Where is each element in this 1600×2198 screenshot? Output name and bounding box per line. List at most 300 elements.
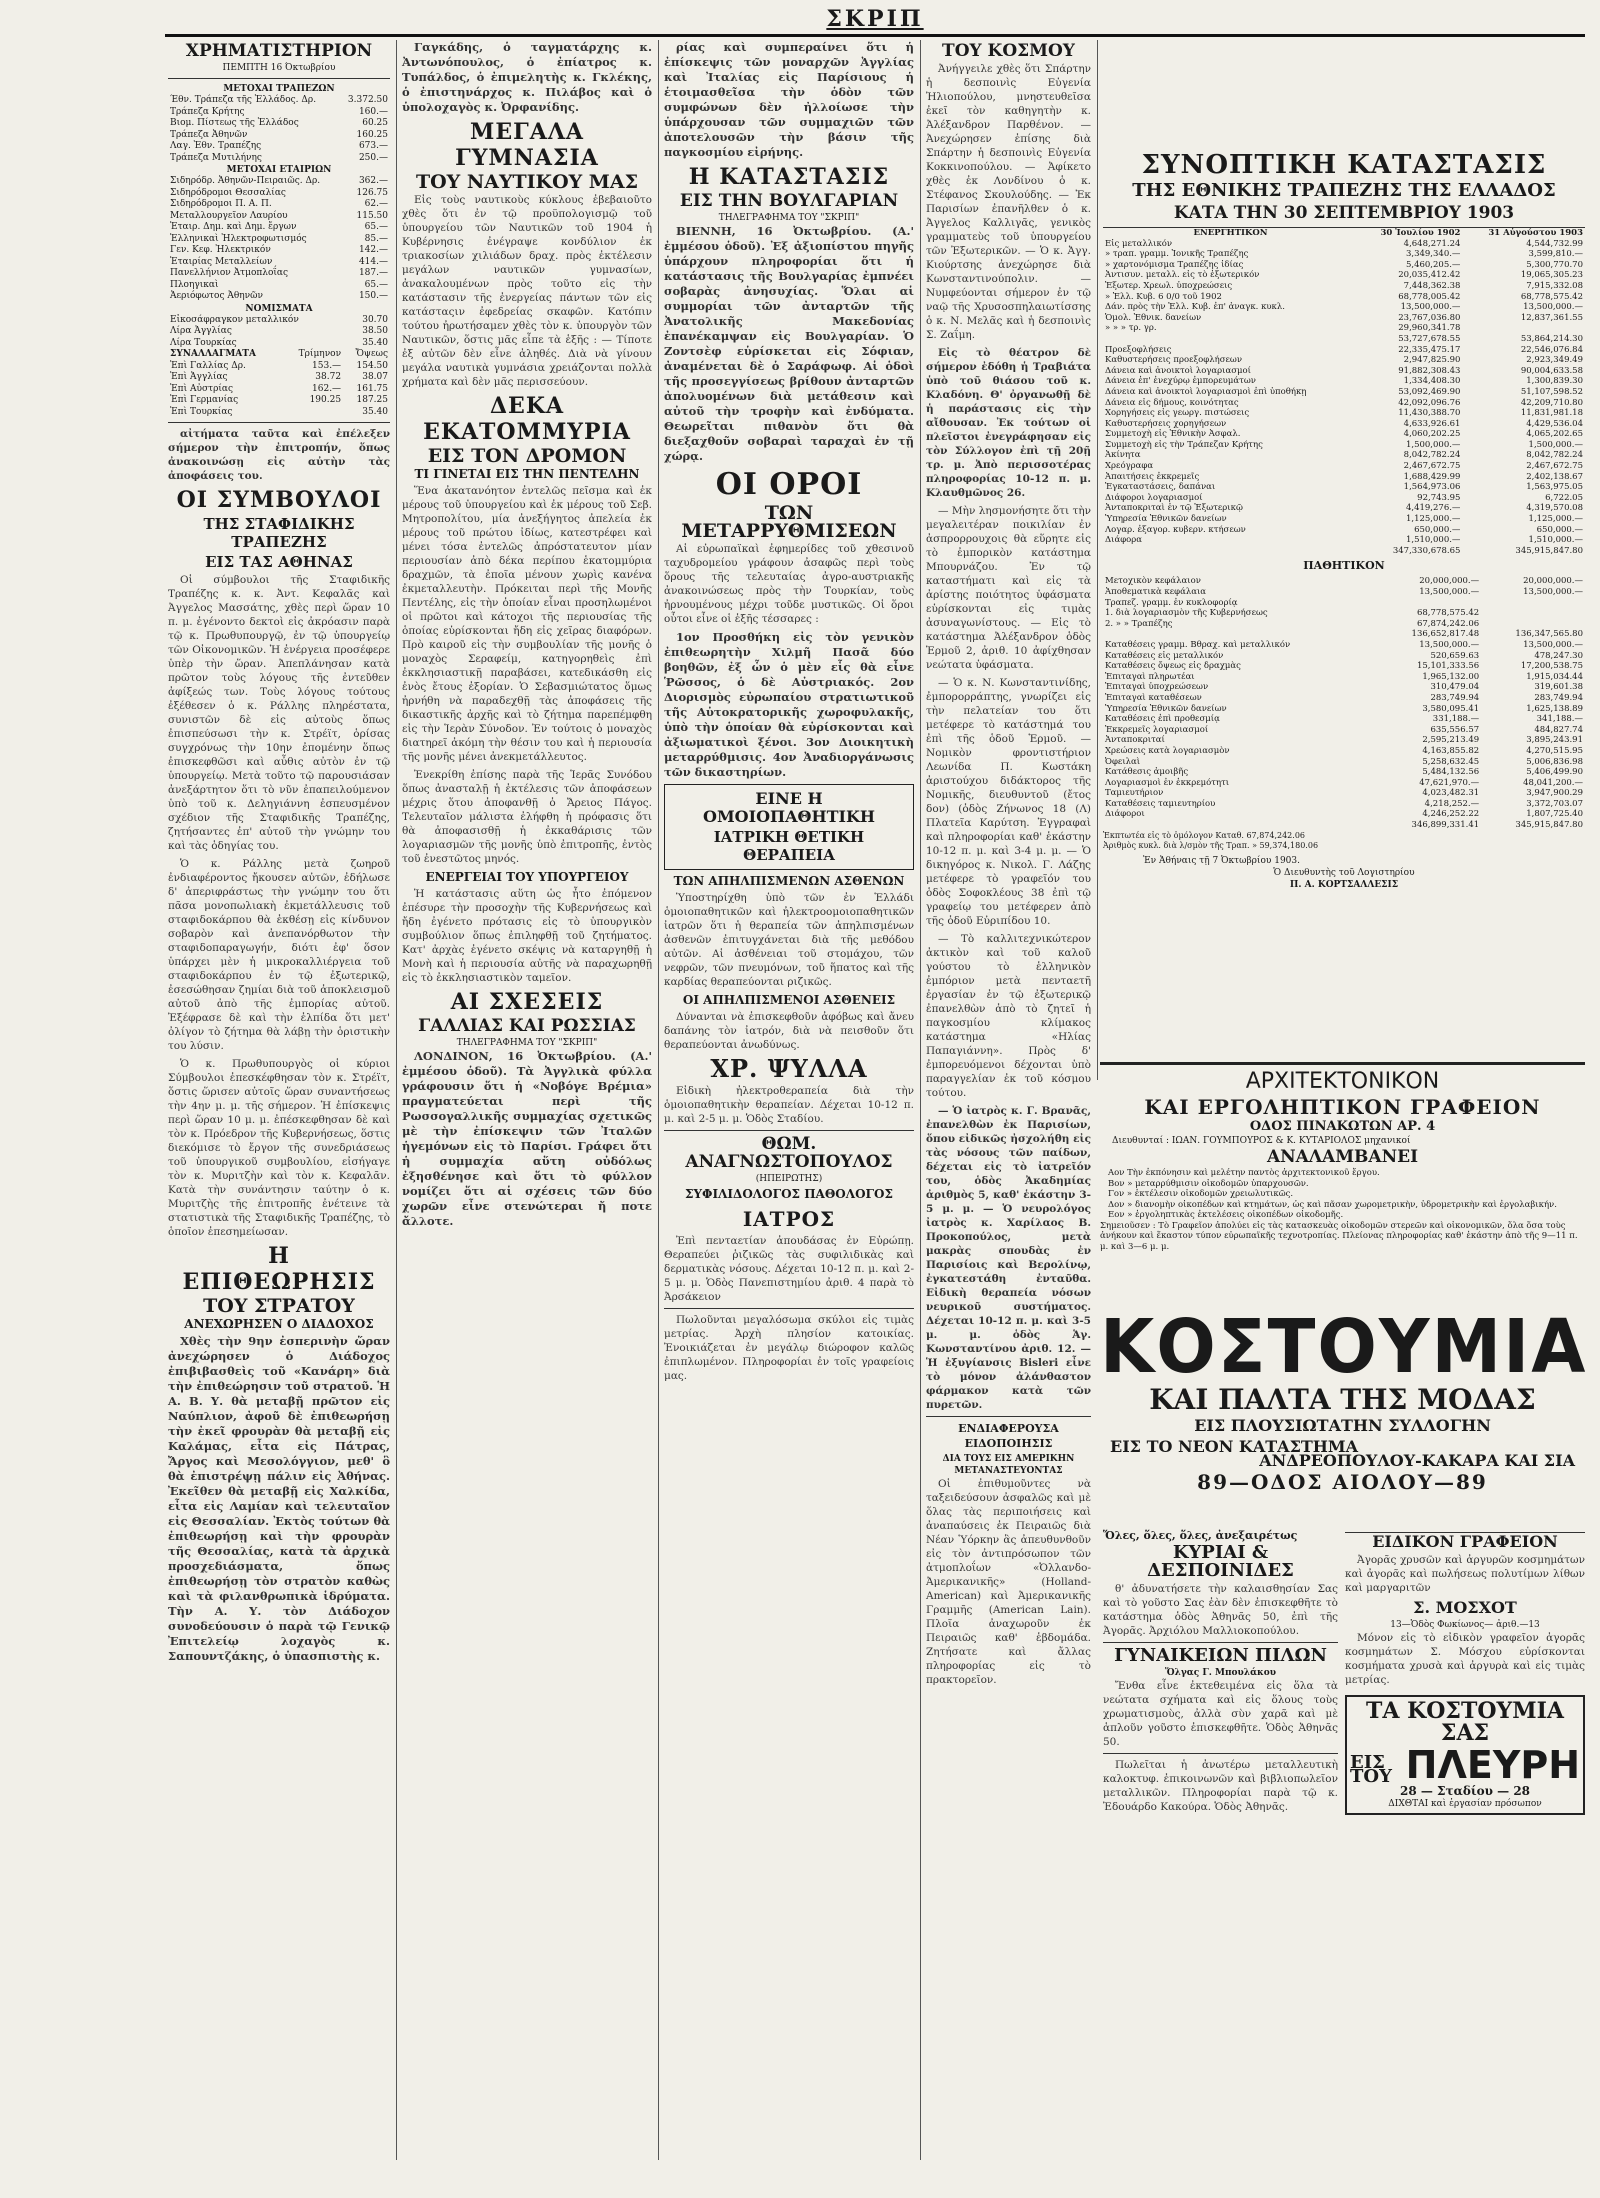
architect-title: ΑΡΧΙΤΕΚΤΟΝΙΚΟΝ (1245, 1069, 1440, 1094)
liability-row-name: Ὑπηρεσία Ἐθνικῶν δανείων (1105, 703, 1227, 714)
liabilities-table (1103, 576, 1585, 830)
company-row (168, 234, 390, 246)
liability-row-b: 319,601.38 (1534, 682, 1583, 693)
company-row-value: 62.— (364, 199, 388, 209)
exchange-row-name: Ἐπὶ Ἀγγλίας (170, 372, 228, 382)
liability-row-name: Ἐπιταγαὶ πληρωτέαι (1105, 671, 1195, 682)
asset-row (1103, 249, 1585, 260)
liability-row-b: 1,625,138.89 (1526, 703, 1583, 714)
asset-row-b: 42,209,710.80 (1520, 397, 1583, 408)
costume-ad-address: 89—ΟΔΟΣ ΑΙΟΛΟΥ—89 (1197, 1470, 1488, 1494)
article-body: Εἰς τοὺς ναυτικοὺς κύκλους ἐβεβαιοῦτο χθὲς ὅτι ἐν τῷ προϋπολογισμῷ τοῦ ὑπουργείου τῶν Ναυτικῶν τοῦ 1904 ἡ Κυβέρνησις ἐνέγραψε κονδύλιον ἐκ τριακοσίων χιλιάδων δραχ. πρὸς ἐκτέλεσιν μεγάλων ναυτικῶν γυμνασίων, ἀνακαλουμένων πρὸς τοῦτο εἰς τὴν κατάστασιν τῆς ἐνεργείας πάντων τῶν εἰς κατάσταςιν ἐφεδρείας σκαφῶν. Κατόπιν τούτου ἠρωτήσαμεν χθὲς τὸν κ. ὑπουργὸν τῶν Ναυτικῶν, ὅστις μᾶς εἶπε τὰ ἑξῆς : — Τίποτε ἐξ αὐτῶν δὲν εἶνε ἀληθές. Διὰ νὰ γίνουν μεγάλα ναυτικὰ γυμνάσια χρειάζονται πολλὰ χρήματα καὶ δὲν μᾶς περισσεύουν. (402, 194, 652, 388)
liability-row-name: Διάφοροι (1105, 809, 1145, 820)
asset-row-name: Ἐγκαταστάσεις, δαπάναι (1105, 482, 1216, 493)
coin-row (168, 338, 390, 350)
liability-row-b: 4,270,515.95 (1526, 745, 1583, 756)
jewelry-ad-title: ΕΙΔΙΚΟΝ ΓΡΑΦΕΙΟΝ (1345, 1532, 1585, 1551)
article-headline: ΜΕΓΑΛΑ ΓΥΜΝΑΣΙΑ (455, 119, 599, 171)
liability-row (1103, 661, 1585, 672)
liability-row-a: 5,484,132.56 (1422, 767, 1480, 778)
tailor-ad-prefix: ΕΙΣ ΤΟΥ (1350, 1752, 1392, 1787)
architect-service-item: Δον » διανομὴν οἰκοπέδων καὶ κτημάτων, ὡς καὶ πᾶσαν χωρομετρικὴν, ὑδρομετρικὴν καὶ ἐργολαβικήν. (1108, 1199, 1557, 1210)
coin-row-name: Λίρα Ἀγγλίας (170, 326, 232, 336)
asset-row-b: 51,107,598.52 (1520, 386, 1583, 397)
doctor-ad-text: Ἐπὶ πενταετίαν ἀπουδάσας ἐν Εὐρώπῃ. Θεραπεύει ῥιζικῶς τὰς συφιλιδικὰς καὶ δερματικὰς νόσους. Δέχεται 10-12 π. μ. καὶ 2-5 μ. μ. Ὁδὸς Πανεπιστημίου ἀριθ. 4 παρὰ τὸ Ἀρσάκειον (664, 1235, 914, 1303)
asset-row-name: Δάνεια καὶ ἀνοικτοὶ λογαριασμοί (1105, 365, 1252, 376)
architect-address: ΟΔΟΣ ΠΙΝΑΚΩΤΩΝ ΑΡ. 4 (1249, 1119, 1436, 1134)
doctor-ad-origin: (ΗΠΕΙΡΩΤΗΣ) (755, 1174, 823, 1184)
asset-row-b: 4,544,732.99 (1526, 238, 1583, 249)
asset-row-name: Συμμετοχὴ εἰς Ἐθνικὴν Ἀσφαλ. (1105, 429, 1241, 440)
asset-row (1103, 345, 1585, 356)
bank-row-name: Τράπεζα Κρήτης (170, 106, 245, 117)
costume-ad-title: ΚΟΣΤΟΥΜΙΑ (1100, 1303, 1588, 1391)
company-row-name: Σιδηρόδρομοι Π. Α. Π. (170, 199, 272, 209)
article-body: Ἕνα ἀκατανόητον ἐντελῶς πεῖσμα καὶ ἐκ μέρους τοῦ ὑπουργείου καὶ ἐκ μέρους τοῦ Σεβ. Μητροπολίτου, μία ἀνεξήγητος ἀπελεία ἐκ μέρους τοῦ πρώτου ἰδίως, κατεστρέφει καὶ μένει τόσα ἐντελῶς ἀπρόστατευτον μίαν περιουσίαν ἀπὸ δέκα περίπου ἑκατομμύρια δραχμῶν, τὰ ἐποῖα μένουν χωρὶς κανένα ἐκμεταλλευτὴν. Πρόκειται περὶ τῆς Μονῆς Πεντέλης, εἰς τὴν ὁποίαν εἶναι προσηλωμένοι οἱ πρῶτοι καὶ κάτοχοι τῆς περιουσίας τῆς ὁποίας εὑρίσκονται ἤδη εἰς χεῖρας διαφόρων. Πρὸ καιροῦ εἰς τὴν συμβουλίαν τῆς μονῆς ὁ μοναχὸς Σεραφείμ, κατηγορηθεὶς ἐπὶ ἐκκλησιαστικῇ παραβάσει, κατεδικάσθη εἰς ἐνὸς ἔτους ἐξορίαν. Ὁ Σεβασμιώτατος ὅμως ἠρνήθη νὰ παραδεχθῇ τὰς ἀποφάσεις τῆς δικαστικῆς ἀρχῆς καὶ τὸ ζήτημα παρεπέμφθη εἰς τὴν Ἱερὰν Σύνοδον. Ἐν τούτοις ὁ μοναχὸς διατηρεῖ ἀκόμη τὴν θέσιν του καὶ ἡ περιουσία τῆς μονῆς μένει ἀνεκμετάλλευτος. (402, 485, 652, 763)
asset-row-b: 4,065,202.65 (1526, 429, 1583, 440)
column-4 (926, 40, 1091, 2170)
liability-row (1103, 735, 1585, 746)
asset-row-name: Διάφορα (1105, 535, 1143, 546)
company-row (168, 176, 390, 188)
asset-row (1103, 270, 1585, 281)
asset-row (1103, 260, 1585, 271)
asset-row (1103, 355, 1585, 366)
asset-row-a: 650,000.— (1414, 524, 1461, 535)
asset-row-a: 4,419,276.— (1405, 503, 1461, 514)
liability-row-a: 2,595,213.49 (1422, 735, 1480, 746)
statement-note: Ἐκπτωτέα εἰς τὸ ὁμόλογον Καταθ. 67,874,242.06 (1103, 830, 1305, 840)
liability-row-name: Ἐπιταγαὶ ὑποχρεώσεων (1105, 682, 1209, 693)
liability-row-b: 5,406,499.90 (1526, 767, 1583, 778)
article-headline: ΟΙ ΣΥΜΒΟΥΛΟΙ (176, 487, 382, 513)
bank-row (168, 130, 390, 142)
doctor-ad-name: ΧΡ. ΨΥΛΛΑ (710, 1054, 868, 1083)
liability-row-b: 48,041,200.— (1523, 777, 1583, 788)
liability-row (1103, 651, 1585, 662)
company-row-value: 65.— (364, 279, 388, 290)
asset-row-name: Ὁμολ. Ἐθνικ. δανείων (1105, 312, 1202, 323)
asset-row-name: Χρεόγραφα (1105, 461, 1154, 472)
company-row (168, 199, 390, 211)
exchange-row-a: 153.— (312, 360, 342, 371)
asset-row (1103, 440, 1585, 451)
liability-row (1103, 746, 1585, 757)
architect-service-item: Αον Τὴν ἐκπόνησιν καὶ μελέτην παντὸς ἀρχιτεκτονικοῦ ἔργου. (1108, 1168, 1380, 1178)
asset-row-name: Προεξοφλήσεις (1105, 344, 1172, 355)
liability-row-a: 1,965,132.00 (1422, 671, 1480, 682)
article-body: Ἀνήγγειλε χθὲς ὅτι Σπάρτην ἡ δεσποινὶς Εὐγενία Ἠλιοπούλου, μνηστευθεῖσα ἐκεῖ τὸν καθηγητὴν κ. Ἀλέξανδρον Παρθένον. — Ἀνεχώρησεν ἐπίσης διὰ Σπάρτην ἡ δεσποινὶς Εὐγενία Κοκκινοπούλου. — Ἀφίκετο χθὲς ἐκ Λονδίνου ὁ κ. Στέφανος Σκουλούδης. — Ἐκ Παρισίων ἐπανῆλθεν ὁ κ. Ἀγγελος Καλλιγᾶς, γενικὸς γραμματεὺς τοῦ ὑπουργείου τῶν Ἐξωτερικῶν. — Ὁ κ. Ἀγγ. Κιούρτσης ἀνεχώρησε διὰ Κωνσταντινούπολιν. — Νυμφεύονται σήμερον ἐν τῷ ναῷ τῆς Χρυσοσπηλαιωτίσσης ὁ κ. Ν. Μελᾶς καὶ ἡ δεσποινὶς Σ. Ζαΐμη. (926, 63, 1091, 341)
asset-row-name: Διάφοροι λογαριασμοί (1105, 492, 1203, 503)
ad-subheadline: ΔΙΑ ΤΟΥΣ ΕΙΣ ΑΜΕΡΙΚΗΝ ΜΕΤΑΝΑΣΤΕΥΟΝΤΑΣ (942, 1454, 1075, 1476)
jewelry-ad-text: Ἀγορᾶς χρυσῶν καὶ ἀργυρῶν κοσμημάτων καὶ ἀγορᾶς καὶ πωλήσεως πολυτίμων λίθων καὶ μαργαριτῶν (1345, 1554, 1585, 1594)
asset-row (1103, 313, 1585, 324)
asset-row (1103, 429, 1585, 440)
exchange-row (168, 372, 390, 384)
exchange-col-header: Τρίμηνον (298, 349, 342, 359)
asset-row-b: 345,915,847.80 (1515, 545, 1583, 556)
asset-row (1103, 525, 1585, 536)
architect-directors: Διευθυνταί : ΙΩΑΝ. ΓΟΥΜΠΟΥΡΟΣ & Κ. ΚΥΤΑΡΙΟΛΟΣ μηχανικοί (1112, 1136, 1411, 1146)
article-subheadline: ΑΝΕΧΩΡΗΣΕΝ Ο ΔΙΑΔΟΧΟΣ (184, 1317, 374, 1331)
liability-row-name: 1. διὰ λογαριασμὸν τῆς Κυβερνήσεως (1105, 608, 1268, 619)
asset-row (1103, 419, 1585, 430)
statement-note: Ἀριθμὸς κυκλ. διὰ λ/σμὸν τῆς Τραπ. » 59,374,180.06 (1103, 840, 1319, 850)
asset-row-name: Ἀκίνητα (1105, 450, 1141, 461)
architect-services-heading: ΑΝΑΛΑΜΒΑΝΕΙ (1266, 1147, 1419, 1167)
liability-row (1103, 778, 1585, 789)
liability-row-name: Καταθέσεις γραμμ. Βθραχ. καὶ μεταλλικόν (1105, 639, 1291, 650)
asset-row-a: 4,060,202.25 (1403, 429, 1461, 440)
exchange-row-name: Ἐπὶ Αὐστρίας (170, 383, 234, 394)
coin-row-value: 35.40 (362, 337, 388, 348)
article-body: Γαγκάδης, ὁ ταγματάρχης κ. Ἀντωνόπουλος, ὁ ἐπίατρος κ. Τυπάλδος, ὁ ἐπιμελητὴς κ. Γκλέκης, ὁ ἐπιστηνάρχος κ. Πιλάβος καὶ ὁ ὑπολοχαγὸς κ. Ὀρφανίδης. (402, 40, 652, 114)
asset-row-a: 53,727,678.55 (1398, 333, 1461, 344)
liability-row-a: 283,749.94 (1430, 692, 1480, 703)
bank-row (168, 141, 390, 153)
column-separator (658, 40, 659, 2160)
article-subheadline: ΤΟΥ ΝΑΥΤΙΚΟΥ ΜΑΣ (415, 171, 639, 193)
asset-row-name: Δάνεια εἰς δήμους, κοινότητας (1105, 397, 1239, 408)
liability-row-name: Καταθέσεις ταμιευτηρίου (1105, 798, 1216, 809)
article-headline: ΤΟΥ ΚΟΣΜΟΥ (942, 41, 1075, 61)
jewelry-ad-address: 13—Ὁδὸς Φωκίωνος— ἀριθ.—13 (1390, 1620, 1540, 1630)
asset-row-b: 2,402,138.67 (1526, 471, 1583, 482)
asset-row-a: 7,448,362.38 (1403, 280, 1461, 291)
liability-row (1103, 682, 1585, 693)
asset-row-a: 1,500,000.— (1405, 439, 1461, 450)
article-body: Αἱ εὐρωπαϊκαὶ ἐφημερίδες τοῦ χθεσινοῦ ταχυδρομείου γράφουν ἀσαφῶς περὶ τοὺς ὅρους τῆς τελευταίας ἀγρο-αυστριακῆς ἀνακοινώσεως πρὸς τὴν Τουρκίαν, τοὺς ἠρνουμένους μέχρι τοῦδε μυστικῶς. Οἱ ὅροι οὗτοι εἶνε οἱ ἑξῆς τέσσαρες : (664, 543, 914, 625)
asset-row-b: 4,319,570.08 (1526, 503, 1583, 514)
liability-row-a: 68,778,575.42 (1416, 608, 1480, 619)
asset-row-name: » χαρτονόμισμα Τραπέζης ἰδίας (1105, 259, 1244, 270)
company-row-value: 414.— (358, 256, 388, 267)
article-body: Ὁ κ. Ράλλης μετὰ ζωηροῦ ἐνδιαφέροντος ἤκουσεν αὐτῶν, ἐδήλωσε δ' ἀπεριφράστως τὴν γνώμην του ὅτι πᾶσα μονοπωλιακὴ ἐκμετάλλευσις τοῦ σταφιδοκάρπου θὰ ἐκθέσῃ εἰς κίνδυνον σοβαρὸν καὶ ἀνεπανόρθωτον τὴν σταφιδοπαραγωγήν, διότι ἐφ' ὅσον ὑπάρχει μὲν ἡ μικροκαλλιέργεια τοῦ σταφιδοκάρπου ἐν τῷ ἐξωτερικῷ, ἐσεσώθησαν ζημίαι διὰ τοῦ ἀποκλεισμοῦ αὐτοῦ ἀπὸ τῆς ἐμπορίας αὐτοῦ. Ἐξέφρασε δὲ καὶ τὴν ἐλπίδα ὅτι μετ' ὀλίγον τὸ ζήτημα θὰ λάβῃ τὴν ὁριστικὴν του λύσιν. (168, 858, 390, 1052)
article-subheadline: ΕΙΣ ΤΑΣ ΑΘΗΝΑΣ (205, 553, 353, 571)
companies-table (168, 176, 390, 303)
ad-headline: ΕΝΔΙΑΦΕΡΟΥΣΑ ΕΙΔΟΠΟΙΗΣΙΣ (958, 1422, 1059, 1450)
statement-date: ΚΑΤΑ ΤΗΝ 30 ΣΕΠΤΕΜΒΡΙΟΥ 1903 (1173, 203, 1515, 223)
doctor-ad-name: ΘΩΜ. ΑΝΑΓΝΩΣΤΟΠΟΥΛΟΣ (685, 1134, 893, 1172)
bank-row-value: 673.— (358, 141, 388, 151)
column-separator (1097, 40, 1098, 1080)
liability-row (1103, 799, 1585, 810)
asset-row-name: » » » τρ. γρ. (1105, 323, 1157, 334)
liability-row-b (1481, 598, 1585, 609)
liability-row-b: 345,915,847.80 (1515, 820, 1583, 831)
exchange-table (168, 349, 390, 418)
column-3 (664, 40, 914, 2170)
liability-row-b: 13,500,000.— (1523, 587, 1583, 597)
article-body: Χθὲς τὴν 9ην ἐσπερινὴν ὥραν ἀνεχώρησεν ὁ Διάδοχος ἐπιβιβασθεὶς τοῦ «Κανάρη» διὰ τὴν ἐπιθεώρησιν τοῦ στρατοῦ. Ἡ Α. Β. Υ. θὰ μεταβῇ πρῶτον εἰς Ναύπλιον, ἀφοῦ δὲ ἐπιθεωρήσῃ τὴν ἐκεῖ φρουρὰν θὰ μεταβῇ εἰς Καλάμας, εἶτα εἰς Πάτρας, Ἄργος καὶ Μεσολόγγιον, μεθ' ὃ θὰ ἐπιστρέψῃ πάλιν εἰς Ἀθήνας. Ἐκεῖθεν θὰ μεταβῇ εἰς Χαλκίδα, εἶτα εἰς Λαμίαν καὶ τελευταῖον εἰς Θεσσαλίαν. Ἐκτὸς τούτων θὰ ἐπιθεωρήσῃ καὶ τὴν φρουρὰν τῆς Θεσσαλίας, κατὰ τὰ ἀρχικὰ προσχεδιάσματα, ὅπως ἐπιθεωρήσῃ τὸν στρατὸν καθὼς καὶ τὰ φιλανθρωπικὰ ἱδρύματα. Τὴν Α. Υ. τὸν Διάδοχον συνοδεύουσιν ὁ παρὰ τῷ Γενικῷ Ἐπιτελείῳ λοχαγὸς κ. Σαπουντζάκης, ὁ ὑπασπιστὴς κ. (168, 1334, 390, 1663)
liability-row-b: 3,947,900.29 (1526, 788, 1583, 799)
asset-row-name: Λογαρ. ἐξαγορ. κυβερν. κτήσεων (1105, 524, 1246, 535)
liability-row-b: 5,006,836.98 (1526, 756, 1583, 767)
asset-row-a: 23,767,036.80 (1398, 312, 1461, 323)
tailor-ad-note: ΔΙΧΘΤΑΙ καὶ ἐργασίαν πρόσωπον (1388, 1799, 1542, 1809)
liability-row-name: Ἀποθεματικὰ κεφάλαια (1105, 587, 1207, 597)
bank-row-name: Τράπεζα Μυτιλήνης (170, 152, 262, 163)
asset-row-b: 7,915,332.08 (1526, 280, 1583, 291)
article-body: ΒΙΕΝΝΗ, 16 Ὀκτωβρίου. (Α.' ἐμμέσου ὁδοῦ). Ἐξ ἀξιοπίστου πηγῆς ὑπάρχουν πληροφορίαι ὅτι ἡ κατάστασις τῆς Βουλγαρίας ἐμπνέει σοβαρὰς ἀνησυχίας. Ὅλαι αἱ συμμορίαι τῶν ἀνταρτῶν τῆς Ἀνατολικῆς Μακεδονίας ἐπανέκαμψαν εἰς Βουλγαρίαν. Ὁ Ζοντσὲφ εὑρίσκεται εἰς Σόφιαν, ἀναμένεται δὲ ὁ Σαράφωφ. Αἱ ὁδοὶ τῆς προσεγγίσεως βρίθουν ἀνταρτῶν ἀπολυομένων διὰ μετάθεσιν καὶ αὐτοῦ τὴν τροφὴν καὶ ἐνδύματα. Θεωρεῖται πιθανὸν ὅτι θὰ διεξαχθοῦν σοβαραὶ ταραχαὶ ἐν τῇ χώρᾳ. (664, 224, 914, 463)
exchange-row-name: Ἐπὶ Γερμανίας (170, 395, 239, 405)
architect-service-item: Γον » ἐκτέλεσιν οἰκοδομῶν χρειωλυτικῶς. (1108, 1189, 1294, 1199)
asset-row-a: 4,648,271.24 (1403, 238, 1461, 249)
asset-row-a: 29,960,341.78 (1398, 323, 1461, 334)
asset-row (1103, 503, 1585, 514)
hats-ad-text: Ἔνθα εἶνε ἐκτεθειμένα εἰς ὅλα τὰ νεώτατα σχήματα καὶ εἰς ὅλους τοὺς χρωματισμοὺς, ἀλλὰ σὺν χαρᾶ καὶ μὲ ἁπλοῦν γοῦστο ἐπισκεφθῆτε. Ὁδὸς Ἀθηνᾶς 50. (1103, 1680, 1338, 1748)
doctor-ad-title: ΙΑΤΡΟΣ (742, 1207, 836, 1231)
liability-row-b: 3,895,243.91 (1526, 735, 1583, 746)
liability-row (1103, 757, 1585, 768)
liability-row (1103, 629, 1585, 640)
liability-row-name: Ἐκκρεμεῖς λογαριασμοί (1105, 724, 1209, 735)
company-row (168, 211, 390, 223)
article-body: Εἰς τὸ θέατρον δὲ σήμερον ἐδόθη ἡ Τραβιάτα ὑπὸ τοῦ θιάσου τοῦ κ. Κλαδόνη. Θ' ὀργανωθῇ δὲ ἡ παράστασις εἰς τὴν αἴθουσαν. Ἐκ τούτων οἱ πλεῖστοι ἐνεγράφησαν εἰς τὸν Σύλλογον ἐπὶ τῇ 20ῇ τρ. μ. Ἀπὸ περισσοτέρας πληροφορίας 10-12 π. μ. Κλαυθμῶνος 26. (926, 347, 1091, 499)
asset-row-name: Χορηγήσεις εἰς γεωργ. πιστώσεις (1105, 408, 1250, 419)
liability-row-a: 3,580,095.41 (1422, 703, 1480, 714)
bank-row (168, 153, 390, 165)
liability-row-name: Ἀνταποκριταί (1105, 735, 1165, 746)
asset-row-a: 1,125,000.— (1405, 514, 1461, 525)
article-body: ρίας καὶ συμπεραίνει ὅτι ἡ ἐπίσκεψις τῶν μοναρχῶν Ἀγγλίας καὶ Ἰταλίας εἰς Παρίσιους ἡ ἑτοιμασθεῖσα τὴν ὁδὸν τῶν συμφώνων δὲν ἠλλοίωσε τὴν ὑπάρχουσαν τῶν συμμαχιῶν τῶν ἀποτελουσῶν τὴν βάσιν τῆς παγκοσμίου εἰρήνης. (664, 40, 914, 159)
company-row-name: Πλοηγικαὶ (170, 279, 219, 290)
asset-row-b: 8,042,782.24 (1526, 450, 1583, 461)
company-row (168, 222, 390, 234)
article-headline: ΔΕΚΑ ΕΚΑΤΟΜΜΥΡΙΑ (423, 393, 631, 445)
asset-row-a: 8,042,782.24 (1403, 450, 1461, 461)
company-row-name: Ἑλληνικαὶ Ἠλεκτροφωτισμός (170, 233, 307, 244)
article-body: — Ὁ κ. Ν. Κωνσταντινίδης, ἐμπορορράπτης, γνωρίζει εἰς τὴν πελατείαν του ὅτι μετέφερε τὸ κατάστημά του ἐπὶ τῆς ὁδοῦ Ἑρμοῦ. — Νομικὸν φροντιστήριον Λεωνίδα Π. Κωστάκη ἀριστούχου διδάκτορος τῆς Νομικῆς, διευθυντοῦ (ἔτος δον) (ὁδὸς Ζήνωνος 18 (Λ) Πλατεῖα Καρύτση. Ἐγγραφαὶ καὶ πληροφορίαι καθ' ἑκάστην 10-12 π. μ. καὶ 3-4 μ. μ. — Ὁ δικηγόρος κ. Νικολ. Γ. Λάζης μετέφερε τὸ γραφεῖόν του ὁδὸς Σοφοκλέους 38 ἐπὶ τῷ γραφείῳ του μετέφερεν ἀπὸ τῆς ὁδοῦ Εὐριπίδου 10. (926, 677, 1091, 927)
hats-ad-owner: Ὅλγας Γ. Μπουλάκου (1164, 1668, 1277, 1678)
article-subheadline: ΤΙ ΓΙΝΕΤΑΙ ΕΙΣ ΤΗΝ ΠΕΝΤΕΛΗΝ (414, 467, 640, 481)
article-body: Οἱ σύμβουλοι τῆς Σταφιδικῆς Τραπέζης κ. κ. Ἀντ. Κεφαλᾶς καὶ Ἀγγελος Μασσάτης, χθὲς περὶ ὥραν 10 π. μ. ἐγένοντο δεκτοὶ εἰς ἀκρόασιν παρὰ τῷ κ. Πρωθυπουργῷ, ἐν τῷ ὑπουργείῳ τῶν Οἰκονομικῶν. Ἡ ἐνέργεια προσέφερε ὑπὲρ τὴν ὥραν. Ἀπεπλάνησαν κατὰ πρῶτον τοὺς λόγους τῆς ἐντεῦθεν ἀφίξεώς των. Τοὺς λόγους τούτους ἐξέθεσεν ὁ κ. Ράλλης πληρέστατα, συνιστῶν δὲ εἰς αὐτοὺς ὅπως ἐπισπεύσωσι τὴν κ. Στρέϊτ, ὁρίσας συγχρόνως τὴν 10ην ἐπομένην ὅπως ἐπισκεφθῶσι καὶ αὖθις αὐτὸν ἐν τῷ ὑπουργείῳ. Μετὰ τοῦτο τῷ παρουσιάσαν ἀνεξάρτητον ὅτι τὸ νῦν ἐπαπειλούμενον ὑπὸ τοῦ κ. Δεληγιάννη ἐσπευσμένον σχέδιον τῆς Σταφιδικῆς Τραπέζης, ζητήσαντες ἐπ' αὐτοῦ τὴν γνώμην του καὶ τὰς ὁδηγίας του. (168, 574, 390, 852)
liability-row-b: 1,807,725.40 (1526, 809, 1583, 820)
liability-row (1103, 608, 1585, 619)
article-body: ΛΟΝΔΙΝΟΝ, 16 Ὀκτωβρίου. (Α.' ἐμμέσου ὁδοῦ). Τὰ Ἀγγλικὰ φύλλα γράφουσιν ὅτι ἡ «Νοβόγε Βρέμια» πραγματεύεται περὶ τῆς Ρωσσογαλλικῆς συμμαχίας σχετικῶς μὲ τὴν ἐπίσκεψιν τῶν Ἰταλῶν ἡγεμόνων εἰς τὸ Παρίσι. Γράφει ὅτι ἡ συμμαχία αὕτη οὐδόλως ἐξησθένησε καὶ ὅτι τὸ φύλλον νομίζει ὅτι αἱ σχέσεις τῶν δύο χωρῶν εἶνε στενώτεραι ἤ ποτε ἄλλοτε. (402, 1049, 652, 1228)
exchange-row-a: 38.72 (315, 372, 342, 382)
asset-row-a: 1,688,429.99 (1403, 471, 1461, 482)
asset-row-a: 53,092,469.90 (1398, 386, 1461, 397)
asset-row-a: 11,430,388.70 (1398, 408, 1461, 419)
liability-row (1103, 693, 1585, 704)
bank-row-value: 3.372.50 (347, 95, 388, 105)
banks-heading: ΜΕΤΟΧΑΙ ΤΡΑΠΕΖΩΝ (223, 84, 335, 94)
article-headline: ΕΙΝΕ Η ΟΜΟΙΟΠΑΘΗΤΙΚΗ (703, 789, 875, 826)
bank-row-name: Λαγ. Ἐθν. Τραπέζης (170, 141, 262, 151)
coin-row (168, 326, 390, 338)
classified-text: Πωλοῦνται μεγαλόσωμα σκύλοι εἰς τιμὰς μετρίας. Ἀρχὴ πλησίον κατοικίας. Ἐνοικιάζεται ἐν μεγάλῳ διώροφον καλῶς ἐπιπλωμένον. Πληροφορίαι ἐν τοῖς γραφείοις μας. (664, 1314, 914, 1382)
bourse-date: ΠΕΜΠΤΗ 16 Όκτωβρίου (222, 63, 336, 73)
asset-row-name: » Ἑλλ. Κυβ. 6 0/0 τοῦ 1902 (1105, 291, 1222, 302)
asset-row-b: 2,467,672.75 (1526, 461, 1583, 472)
liability-row-a: 5,258,632.45 (1422, 756, 1480, 767)
article-subheadline: ΤΟΥ ΣΤΡΑΤΟΥ (203, 1295, 355, 1317)
asset-row-a: 42,092,096.76 (1398, 397, 1461, 408)
bank-row (168, 95, 390, 107)
hats-ad-text: θ' ἀδυνατήσετε τὴν καλαισθησίαν Σας καὶ τὸ γοῦστο Σας ἐὰν δὲν ἐπισκεφθῆτε τὸ κατάστημα ὁδὸς Ἀθηνᾶς 50, ἐπὶ τῆς Ἀγορᾶς. Ἀρχιόλου Μαλλιοκοπούλου. (1103, 1583, 1338, 1637)
coins-heading: ΝΟΜΙΣΜΑΤΑ (245, 303, 313, 314)
exchange-row-b: 161.75 (356, 383, 388, 394)
liability-row-a: 346,899,331.41 (1411, 820, 1480, 831)
company-row-name: Ἀεριόφωτος Ἀθηνῶν (170, 291, 263, 301)
liability-row-a: 4,246,252.22 (1422, 809, 1480, 820)
company-row (168, 268, 390, 280)
article-headline: Η ΚΑΤΑΣΤΑΣΙΣ (688, 164, 890, 190)
telegram-label: ΤΗΛΕΓΡΑΦΗΜΑ ΤΟΥ "ΣΚΡΙΠ" (456, 1038, 598, 1048)
article-subheadline: ΓΑΛΛΙΑΣ ΚΑΙ ΡΩΣΣΙΑΣ (418, 1016, 636, 1036)
asset-row-b: 1,500,000.— (1528, 439, 1583, 450)
company-row-name: Πανελλήνιον Ἀτμοπλοΐας (170, 268, 289, 278)
hats-ad (1103, 1530, 1338, 1960)
exchange-row (168, 384, 390, 396)
liability-row-name: Ἐπιταγαὶ καταθέσεων (1105, 692, 1202, 703)
asset-row (1103, 387, 1585, 398)
exchange-row-b: 187.25 (356, 395, 388, 405)
asset-row-name: Εἰς μεταλλικόν (1105, 238, 1173, 249)
liability-row-b: 283,749.94 (1534, 692, 1583, 703)
liability-row-name (1103, 629, 1377, 640)
bourse-title: ΧΡΗΜΑΤΙΣΤΗΡΙΟΝ (185, 41, 373, 61)
company-row-name: Ἑταιρ. Δημ. καὶ Δημ. ἔργων (170, 222, 297, 232)
bank-row-name: Τράπεζα Ἀθηνῶν (170, 129, 248, 140)
liability-row-b: 136,347,565.80 (1515, 629, 1583, 640)
asset-row (1103, 366, 1585, 377)
asset-row-b: 12,837,361.55 (1520, 312, 1583, 323)
tailor-ad-address: 28 — Σταδίου — 28 (1399, 1784, 1531, 1798)
coin-row (168, 315, 390, 327)
bank-row-value: 160.— (358, 106, 388, 117)
statement-title: ΣΥΝΟΠΤΙΚΗ ΚΑΤΑΣΤΑΣΙΣ (1141, 150, 1547, 180)
liability-row-a: 13,500,000.— (1419, 639, 1480, 650)
asset-row-b: 4,429,536.04 (1526, 418, 1583, 429)
liability-row-name: Χρεώσεις κατὰ λογαριασμὸν (1105, 745, 1230, 756)
asset-row-b: 6,722.05 (1545, 492, 1583, 503)
asset-row-b: 22,546,076.84 (1520, 344, 1583, 355)
article-headline: ΟΙ ΟΡΟΙ (715, 467, 863, 502)
asset-row-name: Ἀπαιτήσεις ἐκκρεμεῖς (1105, 471, 1200, 482)
exchange-row-name: Ἐπὶ Γαλλίας Δρ. (170, 360, 246, 371)
asset-row-b: 19,065,305.23 (1520, 270, 1583, 281)
doctor-ad-text: Εἰδικὴ ἠλεκτροθεραπεία διὰ τὴν ὁμοιοπαθητικὴν θεραπείαν. Δέχεται 10-12 π. μ. καὶ 2-5 μ. μ. Ὁδὸς Σταδίου. (664, 1085, 914, 1125)
liability-row-a: 15,101,333.56 (1416, 661, 1480, 672)
asset-row-name: Δάνεια ἐπ' ἐνεχύρῳ ἐμπορευμάτων (1105, 376, 1256, 387)
intro-text: αἰτήματα ταῦτα καὶ ἐπέλεξεν σήμερον τὴν ἐπιτροπήν, ὅπως ἀνακοινώσῃ εἰς αὐτὴν τὰς ἀποφάσεις του. (168, 428, 390, 482)
liability-row (1103, 640, 1585, 651)
bank-row (168, 118, 390, 130)
liability-row (1103, 619, 1585, 630)
asset-row-name: Δάν. πρὸς τὴν Ἑλλ. Κυβ. ἐπ' ἀναγκ. κυκλ. (1105, 302, 1285, 313)
asset-row-a: 92,743.95 (1417, 492, 1461, 503)
liability-row-b: 484,827.74 (1534, 724, 1583, 735)
exchange-row-a (283, 407, 343, 419)
column-header: 31 Αὐγούστου 1903 (1488, 228, 1583, 238)
liability-row-a: 331,188.— (1432, 714, 1480, 725)
liability-row (1103, 704, 1585, 715)
asset-row-name: » τραπ. γραμμ. Ἰονικῆς Τραπέζης (1105, 249, 1249, 260)
article-body: — Τὸ καλλιτεχνικώτερον ἀκτικὸν καὶ τοῦ καλοῦ γούστου τὸ ἑλληνικὸν ἐμπόριον μετὰ πενταετῆ ἐργασίαν ἐν τῷ ἐξωτερικῷ ἐπανελθὼν ἀπὸ τὸ ζητεῖ ἡ παγκοσμίου κλίμακος κατάστημα «Ηλίας Παπαγιάννη». Πρὸς δ' ἐμπορευόμενοι δέχονται ὑπὸ παραγγελίαν ἐκ τοῦ κόσμου τούτου. (926, 933, 1091, 1099)
article-body: Δύνανται νὰ ἐπισκεφθοῦν ἀφόβως καὶ ἄνευ δαπάνης τὸν ἰατρόν, διὰ νὰ πεισθοῦν ὅτι θεραπεύονται ἀνωδύνως. (664, 1011, 914, 1051)
article-subheadline: ΙΑΤΡΙΚΗ ΘΕΤΙΚΗ ΘΕΡΑΠΕΙΑ (713, 828, 865, 864)
column-separator (396, 40, 397, 2160)
banks-table (168, 95, 390, 164)
company-row-value: 187.— (358, 268, 388, 278)
asset-row (1103, 472, 1585, 483)
exchange-heading: ΣΥΝΑΛΛΑΓΜΑΤΑ (170, 349, 256, 359)
exchange-row (168, 361, 390, 373)
bank-row-name: Βιομ. Πίστεως τῆς Ἑλλάδος (170, 118, 299, 128)
asset-row-name: Ἐξωτερ. Χρεωλ. ὑποχρεώσεις (1105, 280, 1233, 291)
companies-heading: ΜΕΤΟΧΑΙ ΕΤΑΙΡΙΩΝ (226, 165, 332, 175)
liability-row (1103, 714, 1585, 725)
company-row-value: 362.— (358, 176, 388, 186)
article-body: Ὁ κ. Πρωθυπουργὸς οἱ κύριοι Σύμβουλοι ἐπεσκέφθησαν τὸν κ. Στρέϊτ, ὅστις ὥρισεν αὐτοῖς ὥραν συναντήσεως τὴν 4ην μ. μ. τῆς σήμερον. Ἡ ἐπίσκεψις περὶ ὥραν 10 μ. μ. ἐπέσκεφθησαν δὲ καὶ τὸν κ. Πρόεδρον τῆς Κυβερνήσεως, ὅστις διεκόμισε τὸ ἔργον τῆς συνεδριάσεως τοῦ ὑπουργικοῦ συμβουλίου, εἰσήγαγε τὸν κ. Μυριτζὴν καὶ τὸν κ. Κεφαλᾶν. Κατὰ τὴν συνάντησιν ταύτην ὁ κ. Μυριτζὴς τῆς ἐπιτροπῆς ἐνέτεινε τὰ στατιστικὰ τῆς Σταφιδικῆς Τραπέζης, τὸ ὁποῖον ἐπεσημείωσαν. (168, 1058, 390, 1238)
company-row-name: Γεν. Κεφ. Ἠλεκτρικόν (170, 245, 271, 255)
asset-row-a: 1,510,000.— (1405, 535, 1461, 546)
liability-row-a: 47,621,970.— (1419, 777, 1480, 788)
liability-row-b: 17,200,538.75 (1520, 661, 1583, 672)
asset-row-a: 13,500,000.— (1400, 302, 1461, 313)
coin-row-value: 38.50 (362, 326, 388, 336)
architect-subtitle: ΚΑΙ ΕΡΓΟΛΗΠΤΙΚΟΝ ΓΡΑΦΕΙΟΝ (1144, 1095, 1541, 1119)
architect-ad (1100, 1062, 1585, 1252)
liability-row-b: 341,188.— (1536, 714, 1583, 725)
liability-row (1103, 809, 1585, 820)
exchange-row-a: 162.— (312, 383, 342, 394)
tailor-ad-name: ΠΛΕΥΡΗ (1405, 1743, 1580, 1787)
liabilities-heading: ΠΑΘΗΤΙΚΟΝ (1303, 559, 1385, 573)
article-headline: Η ΕΠΙΘΕΩΡΗΣΙΣ (182, 1243, 376, 1295)
liability-row-name: Λογαριασμοὶ ἐν ἐκκρεμότητι (1105, 777, 1230, 788)
liability-row-name: Καταθέσεις εἰς μεταλλικόν (1105, 650, 1224, 661)
asset-row (1103, 323, 1585, 334)
architect-service-item: Βον » μεταρρύθμισιν οἰκοδομῶν ὑπαρχουσῶν. (1108, 1178, 1309, 1189)
asset-row-b: 53,864,214.30 (1520, 333, 1583, 344)
column-2 (402, 40, 652, 2170)
coin-row-value: 30.70 (362, 314, 388, 325)
hats-ad-title: ΓΥΝΑΙΚΕΙΩΝ ΠΙΛΩΝ (1114, 1645, 1327, 1666)
asset-row (1103, 398, 1585, 409)
article-body: — Ὁ ἰατρὸς κ. Γ. Βρανᾶς, ἐπανελθὼν ἐκ Παρισίων, ὅπου εἰδικῶς ἠσχολήθη εἰς τὰς νόσους τῶν παίδων, δέχεται εἰς τὸ ἰατρεῖόν του, ὁδὸς Ἀκαδημίας ἀριθμὸς 5, καθ' ἑκάστην 3-5 μ. μ. — Ὁ νευρολόγος ἰατρὸς κ. Χαρίλαος Β. Προκοπούλος, μετὰ μακρὰς σπουδὰς ἐν Παρισίοις καὶ Βερολίνῳ, ἐγκατεστάθη ἐνταῦθα. Εἰδικὴ θεραπεία νόσων νευρικοῦ συστήματος. Δέχεται 10-12 π. μ. καὶ 3-5 μ. μ. ὁδὸς Ἁγ. Κωνσταντίνου ἀριθ. 12. — Ἡ ἐξυγίανσις Bisleri εἶνε τὸ μόνον ἀλάνθαστον φάρμακον κατὰ τῶν πυρετῶν. (926, 1105, 1091, 1411)
liability-row-name: Κατάθεσις ἀμοιβῆς (1105, 767, 1189, 778)
company-row-name: Μεταλλουργεῖον Λαυρίου (170, 210, 288, 221)
costume-ad-line: ΕΙΣ ΠΛΟΥΣΙΩΤΑΤΗΝ ΣΥΛΛΟΓΗΝ (1194, 1416, 1491, 1435)
article-body: 1ον Προσθήκη εἰς τὸν γενικὸν ἐπιθεωρητὴν Χιλμῆ Πασᾶ δύο βοηθῶν, ἐξ ὧν ὁ μὲν εἷς θὰ εἶνε Ῥῶσσος, ὁ δὲ Αὐστριακός. 2ον Διορισμὸς εὐρωπαίου στρατιωτικοῦ τῆς Αὐτοκρατορικῆς χωροφυλακῆς, ὑπὸ τὴν ὁποίαν θὰ εὑρίσκονται καὶ ἀξιωματικοὶ ξένοι. 3ον Διοικητικὴ μεταρρύθμισις. 4ον Ἀναδιοργάνωσις τῶν δικαστηρίων. (664, 630, 914, 779)
company-row-value: 126.75 (356, 187, 388, 198)
bank-row-value: 60.25 (362, 118, 388, 128)
asset-row-a: 1,334,408.30 (1403, 376, 1461, 387)
article-subheadline: ΕΙΣ ΤΟΝ ΔΡΟΜΟΝ (427, 445, 627, 467)
liability-row-a: 310,479.04 (1430, 682, 1480, 693)
asset-row-b (1462, 323, 1585, 334)
liability-row-a: 136,652,817.48 (1411, 629, 1480, 640)
signature-name: Π. Α. ΚΟΡΤΣΑΛΛΕΣΙΣ (1289, 879, 1399, 890)
asset-row (1103, 450, 1585, 461)
sale-ad-text: Πωλεῖται ἡ ἀνωτέρω μεταλλευτικὴ καλοκτυφ. ἐπικοινωνῶν καὶ βιβλιοπωλεῖον μεταλλικῶν. Πληροφορίαι παρὰ τῷ κ. Ἐδουάρδο Κακούρα. Ὁδὸς Ἀθηνᾶς. (1103, 1759, 1338, 1813)
liability-row (1103, 788, 1585, 799)
company-row-value: 150.— (358, 291, 388, 301)
asset-row-b: 2,923,349.49 (1526, 355, 1583, 366)
article-body: — Μὴν λησμονήσητε ὅτι τὴν μεγαλειτέραν ποικιλίαν ἐν ἀσπρορρουχοις θὰ εὕρητε εἰς τὸ ἐμπορικὸν κατάστημα Μπουρνάζου. Ἐν τῷ καταστήματι καὶ εἰς τὰ ἀρίστης ποιότητος ὑφάσματα εὑρίσκονται εἰς τιμὰς ἀσυναγωνίστους. — Εἰς τὸ κατάστημα Ἀλέξανδρον ὁδὸς Ἑρμοῦ 2, ἀριθ. 10 ἀφίχθησαν νεώτατα ὑφάσματα. (926, 505, 1091, 671)
asset-row-b: 11,831,981.18 (1520, 408, 1583, 419)
asset-row (1103, 493, 1585, 504)
column-separator (920, 40, 921, 2160)
asset-row (1103, 376, 1585, 387)
jewelry-ad (1345, 1530, 1585, 1960)
liability-row-b: 3,372,703.07 (1526, 798, 1583, 809)
tailor-ad-title: ΤΑ ΚΟΣΤΟΥΜΙΑ ΣΑΣ (1366, 1698, 1564, 1746)
doctor-ad-title: ΣΥΦΙΛΙΔΟΛΟΓΟΣ ΠΑΘΟΛΟΓΟΣ (685, 1187, 893, 1201)
